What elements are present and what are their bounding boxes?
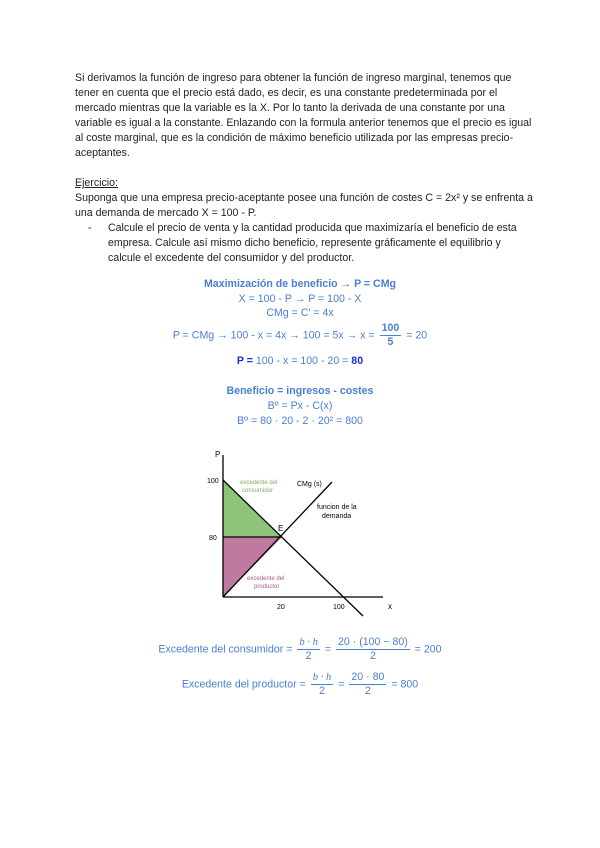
x-tick-100: 100 bbox=[333, 604, 345, 611]
producer-surplus-label: Excedente del productor = bbox=[181, 678, 306, 691]
exercise-statement: Suponga que una empresa precio-aceptante posee una función de costes C = 2x² y se enfrenta a una demanda de mercado X = 100 - P. bbox=[75, 192, 533, 219]
profit-line-2: Bº = 80 · 20 - 2 · 20² = 800 bbox=[237, 415, 363, 427]
exercise-heading: Ejercicio: bbox=[75, 177, 118, 189]
price-label: P = bbox=[236, 355, 253, 367]
price-expression: 100 - x = 100 - 20 = bbox=[255, 355, 349, 367]
demand-label-2: demanda bbox=[322, 513, 352, 520]
denominator: 2 bbox=[319, 685, 325, 697]
y-axis-label: P bbox=[215, 450, 221, 459]
intro-paragraph: Si derivamos la función de ingreso para obtener la función de ingreso marginal, tenemos que tener en cuenta que el precio está dado, es decir, es una constante predeterminada por el mercado mientras que la variable es la X. Por lo tanto la derivada de una constante por una variable es igual a la constante. Enlazando con la formula anterior tenemos que el precio es igual al coste marginal, que es la condición de máximo beneficio utilizada por las empresas precio-aceptantes. bbox=[75, 72, 532, 159]
producer-surplus-label-1: excedente del bbox=[247, 576, 285, 582]
consumer-surplus-formula bbox=[0, 636, 600, 663]
equilibrium-label: E bbox=[278, 524, 284, 533]
x-tick-20: 20 bbox=[277, 604, 285, 611]
numerator: 20 · (100 − 80) bbox=[338, 636, 408, 648]
exercise-task: Calcule el precio de venta y la cantidad producida que maximizaría el beneficio de esta empresa. Calcule así mismo dicho beneficio, represente gráficamente el equilibrio y calcule el excedente del consumidor y del productor. bbox=[108, 222, 517, 264]
equation-result: = 20 bbox=[406, 329, 428, 342]
producer-surplus-label-2: productor bbox=[254, 584, 280, 590]
producer-surplus-formula bbox=[0, 671, 600, 698]
profit-title: Beneficio = ingresos - costes bbox=[226, 385, 374, 397]
equals: = bbox=[324, 643, 332, 656]
fraction bbox=[336, 636, 410, 663]
producer-surplus-result: = 800 bbox=[391, 678, 419, 691]
fraction bbox=[311, 671, 334, 698]
consumer-surplus-label-1: excedente del bbox=[240, 480, 278, 486]
solution-line-1: X = 100 - P → P = 100 - X bbox=[238, 293, 362, 305]
fraction bbox=[297, 636, 320, 663]
consumer-surplus-label-2: consumidor bbox=[242, 488, 274, 494]
bullet-marker: - bbox=[88, 222, 92, 234]
y-tick-100: 100 bbox=[207, 478, 219, 485]
y-tick-80: 80 bbox=[209, 535, 217, 542]
equals: = bbox=[338, 678, 345, 691]
solution-line-2: CMg = C' = 4x bbox=[266, 307, 334, 319]
numerator: b · h bbox=[312, 672, 332, 683]
numerator: 100 bbox=[381, 322, 400, 334]
consumer-surplus-label: Excedente del consumidor = bbox=[158, 643, 293, 656]
x-axis-label: x bbox=[388, 602, 392, 611]
equation-text: P = CMg → 100 - x = 4x → 100 = 5x → x = bbox=[172, 329, 375, 342]
denominator: 2 bbox=[305, 650, 312, 662]
fraction bbox=[349, 671, 386, 698]
denominator: 2 bbox=[369, 650, 376, 662]
consumer-surplus-result: = 200 bbox=[414, 643, 442, 656]
price-value: 80 bbox=[351, 355, 364, 367]
denominator: 2 bbox=[364, 685, 371, 697]
solution-title: Maximización de beneficio → P = CMg bbox=[203, 278, 396, 290]
numerator: b · h bbox=[299, 637, 318, 648]
numerator: 20 · 80 bbox=[351, 671, 385, 683]
denominator: 5 bbox=[387, 336, 394, 348]
demand-label-1: funcion de la bbox=[317, 504, 357, 511]
supply-label: CMg (s) bbox=[297, 481, 322, 488]
profit-line-1: Bº = Px - C(x) bbox=[267, 400, 333, 412]
